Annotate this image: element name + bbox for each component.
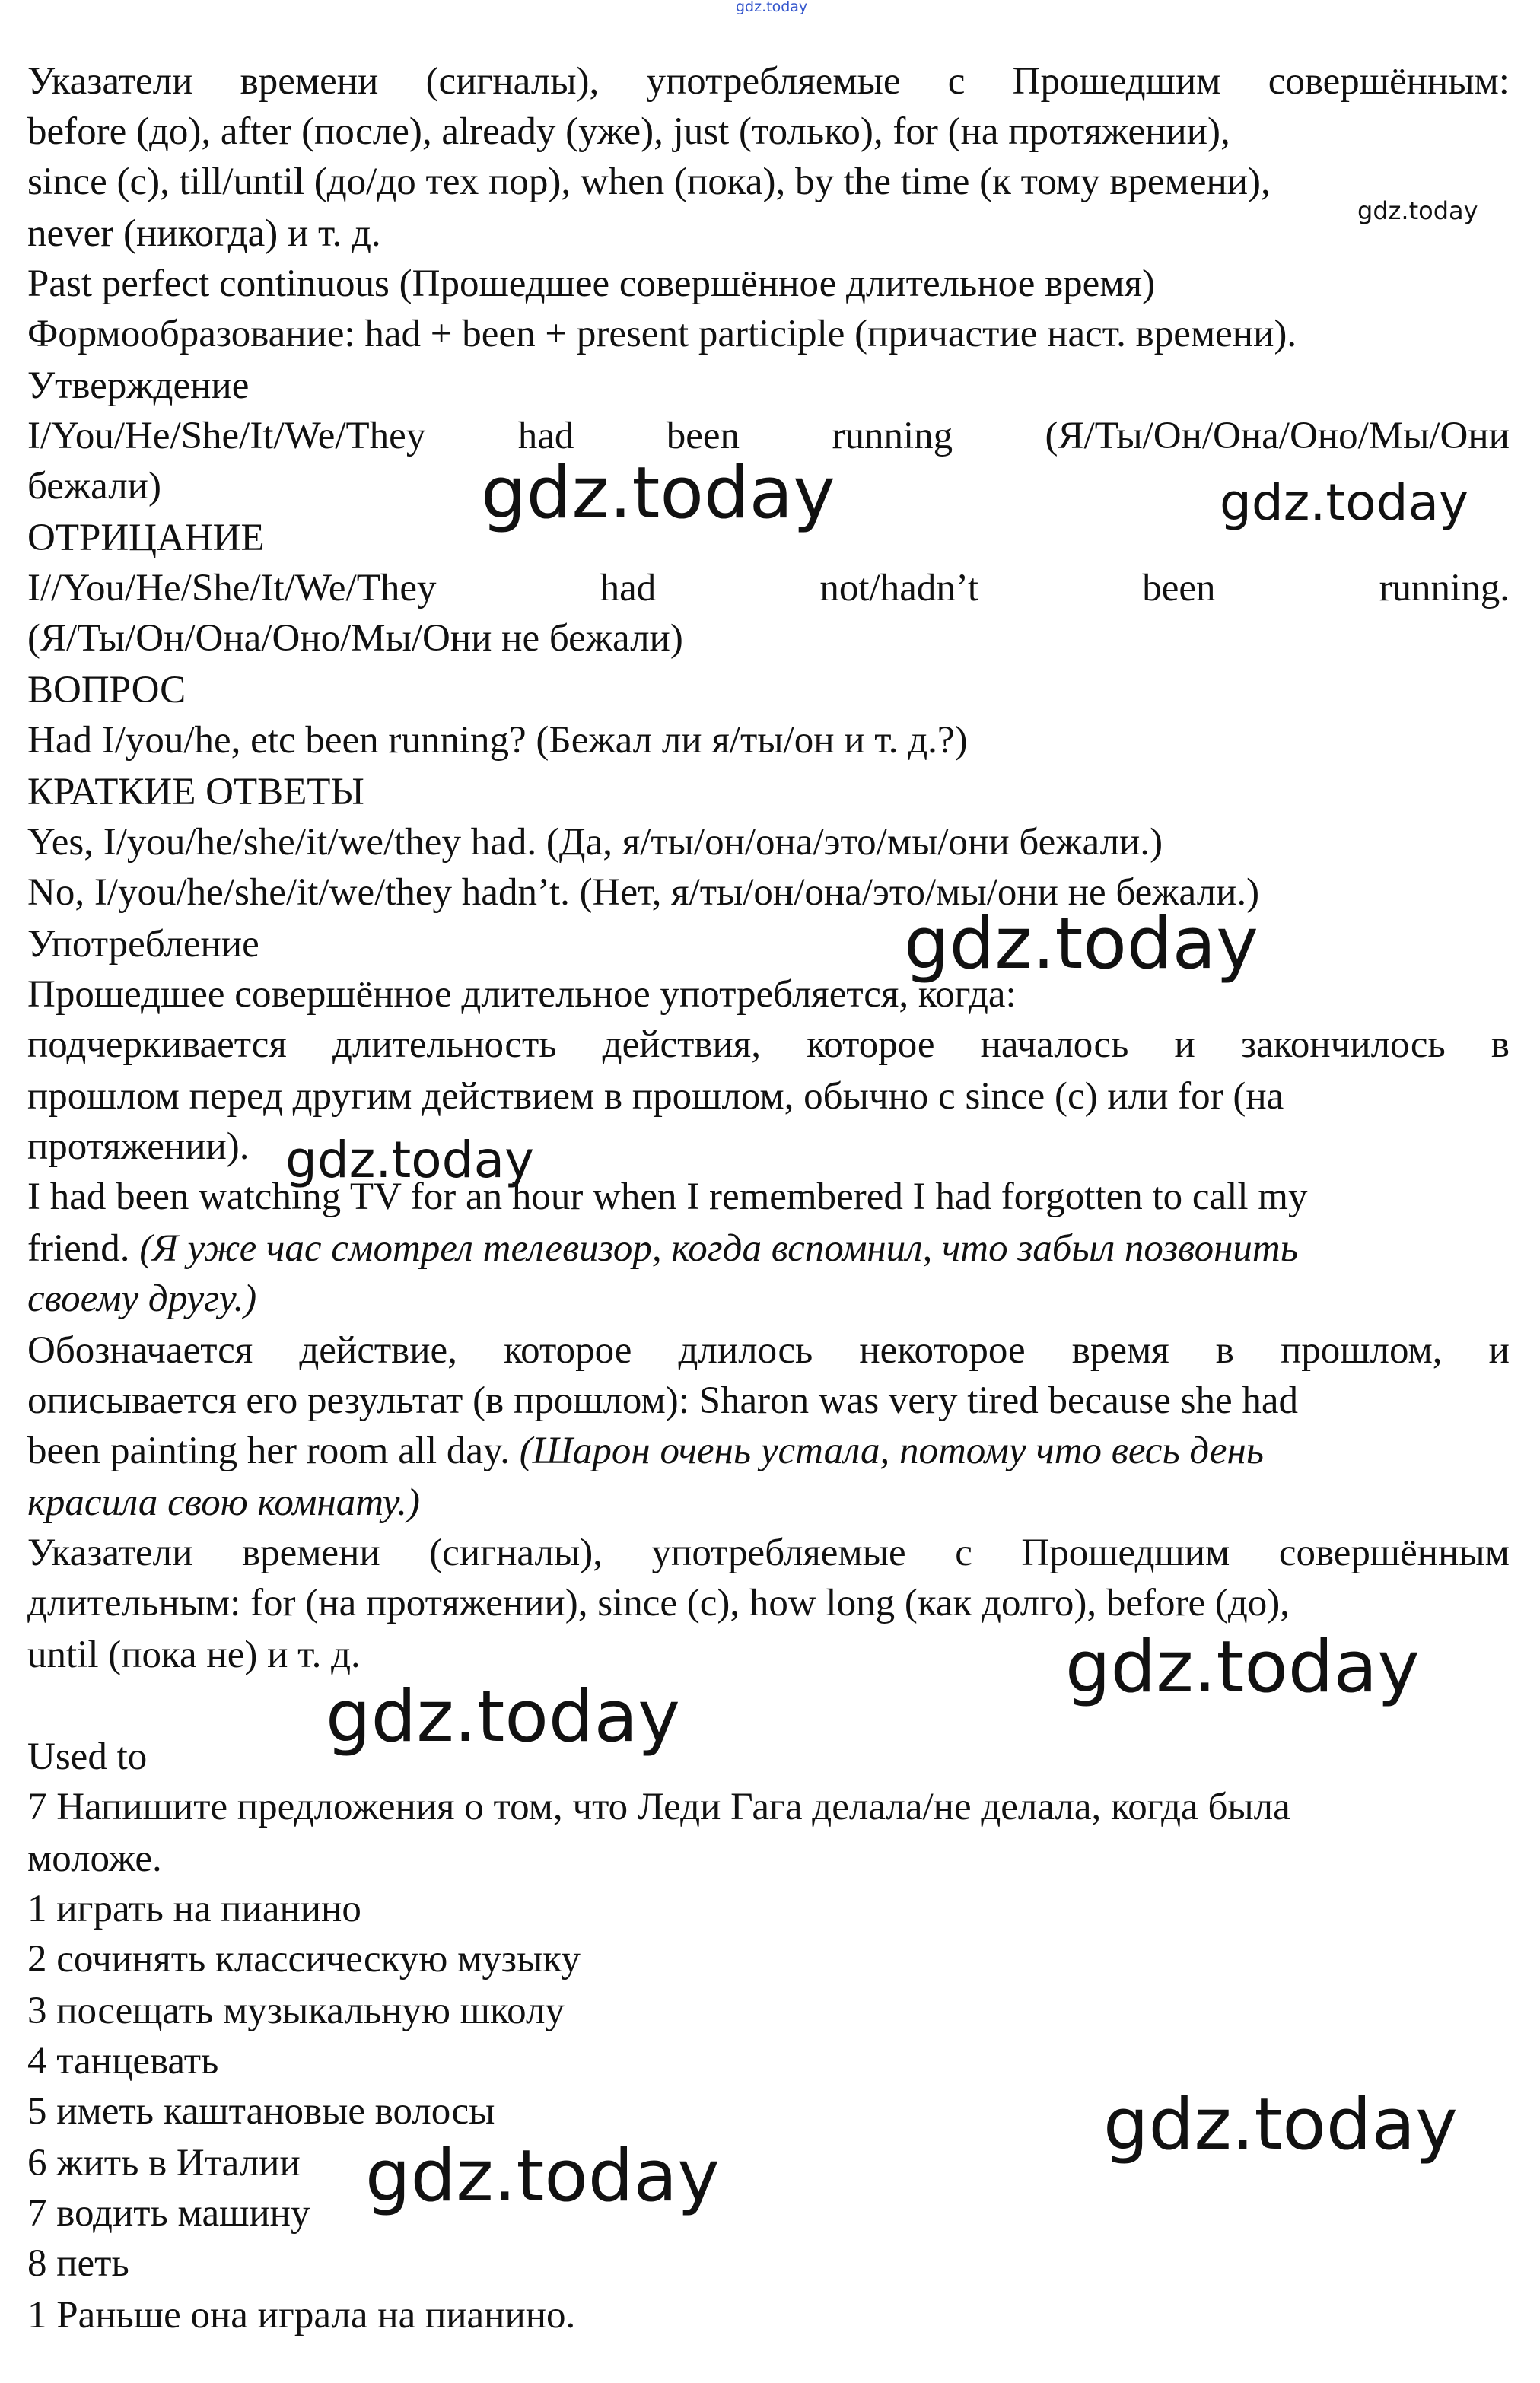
- watermark: gdz.today: [285, 1131, 535, 1189]
- word: been: [666, 415, 740, 457]
- text-line: [27, 1528, 1510, 1578]
- list-item: 6 жить в Италии: [27, 2142, 301, 2184]
- word: прошлом,: [1280, 1329, 1443, 1372]
- word: Прошедшим: [1021, 1532, 1230, 1574]
- text-line: never (никогда) и т. д.: [27, 212, 381, 255]
- word: совершённым:: [1268, 60, 1510, 103]
- task-text: моложе.: [27, 1837, 162, 1880]
- word: действия,: [602, 1023, 762, 1066]
- watermark: gdz.today: [1065, 1626, 1420, 1709]
- example-line: [27, 1223, 1510, 1274]
- word: времени: [240, 60, 379, 103]
- word: Обозначается: [27, 1329, 253, 1372]
- word: I//You/He/She/It/We/They: [27, 567, 437, 609]
- word: (Я/Ты/Он/Она/Оно/Мы/Они: [1045, 415, 1510, 457]
- list-item: 5 иметь каштановые волосы: [27, 2090, 495, 2133]
- section-heading-used-to: Used to: [27, 1736, 148, 1778]
- text-line: (Я/Ты/Он/Она/Оно/Мы/Они не бежали): [27, 617, 683, 660]
- word: которое: [807, 1023, 935, 1066]
- word: длилось: [678, 1329, 813, 1372]
- watermark-top: gdz.today: [736, 0, 808, 15]
- text-line: No, I/you/he/she/it/we/they hadn’t. (Нет, я/ты/он/она/это/мы/они не бежали.): [27, 871, 1260, 914]
- watermark: gdz.today: [904, 902, 1258, 985]
- subheading-usage: Употребление: [27, 923, 259, 966]
- text-line-justified: [27, 563, 1510, 613]
- word: в: [1491, 1023, 1510, 1066]
- example-translation: своему другу.): [27, 1277, 257, 1320]
- watermark: gdz.today: [365, 2135, 720, 2218]
- word: подчеркивается: [27, 1023, 287, 1066]
- list-item: 3 посещать музыкальную школу: [27, 1990, 565, 2032]
- word: had: [517, 415, 574, 457]
- text-line: Had I/you/he, etc been running? (Бежал ли я/ты/он и т. д.?): [27, 719, 968, 762]
- watermark: gdz.today: [326, 1675, 680, 1758]
- example-translation: (Шарон очень устала, потому что весь день: [519, 1430, 1264, 1472]
- word: и: [1174, 1023, 1195, 1066]
- text-line: описывается его результат (в прошлом): Sharon was very tired because she had: [27, 1379, 1299, 1422]
- text-line: [27, 1020, 1510, 1070]
- text-line-justified: [27, 411, 1510, 461]
- word: (сигналы),: [429, 1532, 603, 1574]
- example-translation: красила свою комнату.): [27, 1481, 420, 1524]
- word: времени: [241, 1532, 380, 1574]
- watermark: gdz.today: [1220, 473, 1469, 532]
- word: I/You/He/She/It/We/They: [27, 415, 426, 457]
- watermark: gdz.today: [481, 452, 835, 535]
- example-line: [27, 1426, 1510, 1476]
- word: началось: [980, 1023, 1129, 1066]
- list-item: 1 играть на пианино: [27, 1888, 361, 1930]
- section-heading: Past perfect continuous (Прошедшее совершённое длительное время): [27, 262, 1156, 305]
- text-line: [27, 1325, 1510, 1376]
- word: had: [600, 567, 657, 609]
- word: употребляемые: [646, 60, 901, 103]
- text-line: [27, 56, 1510, 107]
- subheading-negative: ОТРИЦАНИЕ: [27, 517, 265, 559]
- word: Прошедшим: [1012, 60, 1221, 103]
- word: в: [1215, 1329, 1234, 1372]
- watermark: gdz.today: [1357, 196, 1478, 225]
- word: совершённым: [1278, 1532, 1510, 1574]
- text-line: прошлом перед другим действием в прошлом, обычно с since (с) или for (на: [27, 1075, 1284, 1118]
- word: действие,: [299, 1329, 457, 1372]
- subheading-short-answers: КРАТКИЕ ОТВЕТЫ: [27, 771, 364, 813]
- text-line: until (пока не) и т. д.: [27, 1634, 361, 1676]
- word: некоторое: [859, 1329, 1026, 1372]
- word: running: [832, 415, 953, 457]
- word: время: [1071, 1329, 1169, 1372]
- word: Указатели: [27, 60, 193, 103]
- word: (сигналы),: [425, 60, 600, 103]
- word: длительность: [332, 1023, 557, 1066]
- example-english: been painting her room all day.: [27, 1430, 510, 1472]
- example-translation: (Я уже час смотрел телевизор, когда вспомнил, что забыл позвонить: [139, 1227, 1298, 1270]
- word: и: [1488, 1329, 1510, 1372]
- word: закончилось: [1240, 1023, 1446, 1066]
- word: Указатели: [27, 1532, 193, 1574]
- text-line: Yes, I/you/he/she/it/we/they had. (Да, я/ты/он/она/это/мы/они бежали.): [27, 821, 1163, 864]
- subheading-affirmative: Утверждение: [27, 364, 250, 407]
- list-item: 2 сочинять классическую музыку: [27, 1938, 581, 1981]
- text-line: Формообразование: had + been + present participle (причастие наст. времени).: [27, 313, 1297, 355]
- text-line: протяжении).: [27, 1125, 250, 1168]
- text-line: бежали): [27, 465, 161, 507]
- answer-line: 1 Раньше она играла на пианино.: [27, 2294, 576, 2337]
- text-line: before (до), after (после), already (уже), just (только), for (на протяжении),: [27, 110, 1230, 153]
- subheading-question: ВОПРОС: [27, 669, 186, 711]
- word: running.: [1379, 567, 1510, 609]
- text-line: Прошедшее совершённое длительное употребляется, когда:: [27, 973, 1017, 1016]
- text-line: длительным: for (на протяжении), since (с), how long (как долго), before (до),: [27, 1582, 1290, 1624]
- word: been: [1142, 567, 1216, 609]
- example-line: I had been watching TV for an hour when I remembered I had forgotten to call my: [27, 1176, 1308, 1218]
- word: с: [955, 1532, 972, 1574]
- text-line: since (с), till/until (до/до тех пор), when (пока), by the time (к тому времени),: [27, 161, 1271, 203]
- list-item: 7 водить машину: [27, 2192, 310, 2235]
- word: not/hadn’t: [819, 567, 979, 609]
- word: употребляемые: [651, 1532, 906, 1574]
- task-text: 7 Напишите предложения о том, что Леди Гага делала/не делала, когда была: [27, 1786, 1290, 1828]
- list-item: 8 петь: [27, 2242, 129, 2285]
- watermark: gdz.today: [1103, 2083, 1458, 2166]
- word: которое: [503, 1329, 632, 1372]
- list-item: 4 танцевать: [27, 2040, 219, 2082]
- example-english: friend.: [27, 1227, 130, 1270]
- word: с: [947, 60, 966, 103]
